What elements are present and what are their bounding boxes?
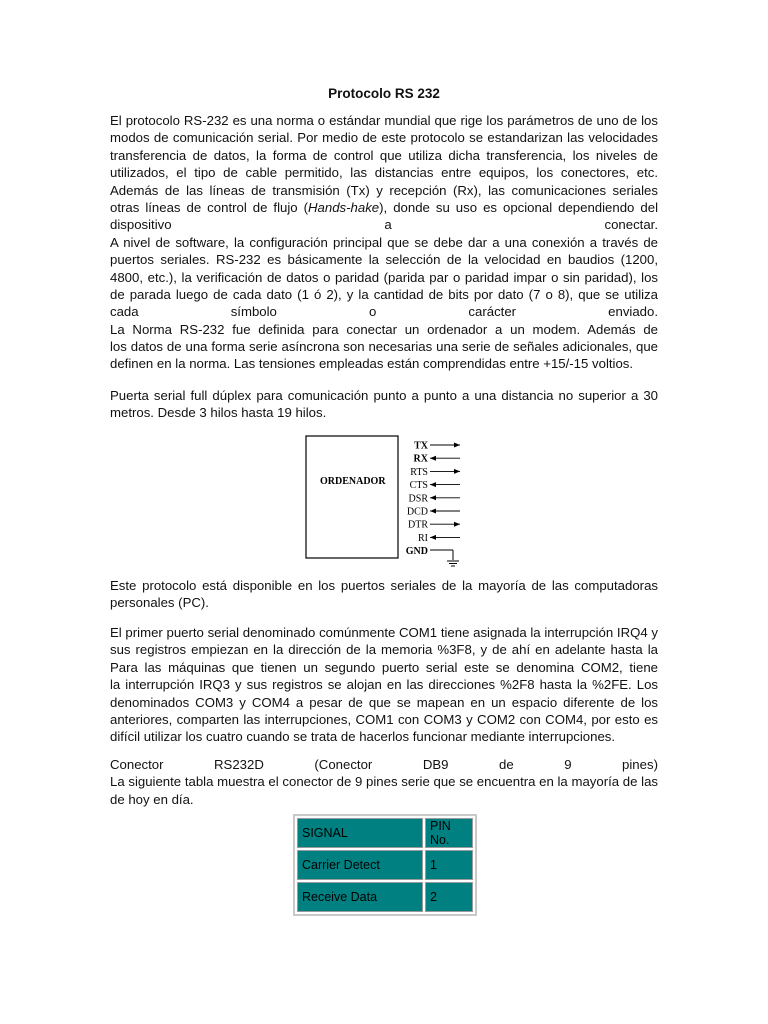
paragraph-duplex: [110, 387, 658, 422]
text-line: la interrupción IRQ3 y sus registros se alojan en las direcciones %2F8 hasta la %2FE. Los: [110, 677, 658, 693]
text-line: definen en la norma. Las tensiones empleadas están comprendidas entre +15/-15 voltios.: [110, 356, 634, 372]
arrow-right-icon: [454, 469, 460, 474]
text-line: Conector RS232D (Conector DB9 de 9 pines): [110, 757, 658, 772]
signal-label: CTS: [409, 480, 428, 492]
paragraph-availability: [110, 577, 658, 612]
text-line: La siguiente tabla muestra el conector de 9 pines serie que se encuentra en la mayoría de las: [110, 774, 658, 790]
text-line: A nivel de software, la configuración principal que se debe dar a una conexión a través de: [110, 234, 658, 250]
signal-label: RTS: [410, 466, 428, 478]
table-row: [297, 850, 473, 880]
text-line: anteriores, comparten las interrupciones, COM1 con COM3 y COM2 con COM4, por esto es: [110, 711, 658, 727]
table-cell: 1: [425, 850, 473, 880]
signal-label: RI: [418, 532, 428, 544]
signal-label: DTR: [408, 519, 428, 531]
arrow-left-icon: [430, 456, 436, 461]
text-line: difícil utilizar los cuatro cuando se trata de hacerlos funcionar mediante interrupciones.: [110, 729, 616, 745]
signal-label: RX: [413, 453, 428, 465]
arrow-left-icon: [430, 495, 436, 500]
rs232-signal-diagram: [300, 432, 470, 572]
text-line: otras líneas de control de flujo (Hands-hake), donde su uso es opcional dependiendo del: [110, 199, 658, 215]
text-line: Para las máquinas que tienen un segundo puerto serial este se denomina COM2, tiene: [110, 659, 658, 675]
text-line: cada símbolo o carácter enviado.: [110, 304, 658, 320]
arrow-left-icon: [430, 535, 436, 540]
table-header-row: [297, 818, 473, 848]
text-line: modos de comunicación serial. Por medio de este protocolo se estandarizan las velocidades: [110, 130, 658, 146]
table-cell: Receive Data: [297, 882, 423, 912]
arrow-left-icon: [430, 509, 436, 514]
text-line: transferencia de datos, la forma de control que utiliza dicha transferencia, los niveles de: [110, 147, 658, 163]
text-line: Puerta serial full dúplex para comunicación punto a punto a una distancia no superior a 30: [110, 388, 658, 403]
arrow-right-icon: [454, 443, 460, 448]
ordenador-box: [306, 436, 398, 558]
text-line: El primer puerto serial denominado comúnmente COM1 tiene asignada la interrupción IRQ4 y: [110, 625, 658, 640]
text-line: El protocolo RS-232 es una norma o estándar mundial que rige los parámetros de uno de los: [110, 113, 658, 128]
text-line: 4800, etc.), la verificación de datos o paridad (parida par o paridad impar o sin paridad), los: [110, 269, 658, 285]
signal-label: DCD: [406, 506, 428, 518]
text-line: puertos seriales. RS-232 es básicamente la selección de la velocidad en baudios (1200,: [110, 252, 658, 268]
text-line: Además de las líneas de transmisión (Tx) y recepción (Rx), las comunicaciones seriales: [110, 182, 658, 198]
text-line: Este protocolo está disponible en los puertos seriales de la mayoría de las computadoras: [110, 578, 658, 593]
table-header-cell: PIN No.: [425, 818, 473, 848]
text-line: sus registros empiezan en la dirección de la memoria %3F8, y de ahí en adelante hasta la: [110, 642, 658, 658]
signal-lines: [406, 441, 460, 558]
paragraph-connector: [110, 756, 658, 808]
text-line: de parada luego de cada dato (1 ó 2), y la cantidad de bits por dato (7 o 8), que se utiliza: [110, 286, 658, 302]
text-line: La Norma RS-232 fue definida para conectar un ordenador a un modem. Además de: [110, 321, 658, 337]
table-header-cell: SIGNAL: [297, 818, 423, 848]
table-cell: Carrier Detect: [297, 850, 423, 880]
paragraph-com-ports: [110, 624, 658, 746]
page-title: Protocolo RS 232: [328, 86, 440, 101]
arrow-left-icon: [430, 482, 436, 487]
text-line: de hoy en día.: [110, 791, 194, 807]
table-row: [297, 882, 473, 912]
signal-label: TX: [414, 440, 428, 452]
text-line: dispositivo a conectar.: [110, 217, 658, 233]
signal-label: DSR: [408, 493, 428, 505]
arrow-right-icon: [454, 522, 460, 527]
signal-label: GND: [405, 546, 428, 558]
ordenador-label: ORDENADOR: [320, 476, 386, 487]
text-line: utilizados, el tipo de cable permitido, las distancias entre equipos, los conectores, etc.: [110, 165, 658, 181]
text-line: denominados COM3 y COM4 a pesar de que se mapean en un espacio diferente de los: [110, 694, 658, 710]
text-line: personales (PC).: [110, 595, 209, 611]
paragraph-intro: [110, 112, 658, 373]
table-cell: 2: [425, 882, 473, 912]
text-line: los datos de una forma serie asíncrona son necesarias una serie de señales adicionales, que: [110, 339, 658, 355]
pin-table: [293, 814, 477, 916]
text-line: metros. Desde 3 hilos hasta 19 hilos.: [110, 405, 327, 421]
italic-term: Hands-hake: [308, 199, 380, 215]
